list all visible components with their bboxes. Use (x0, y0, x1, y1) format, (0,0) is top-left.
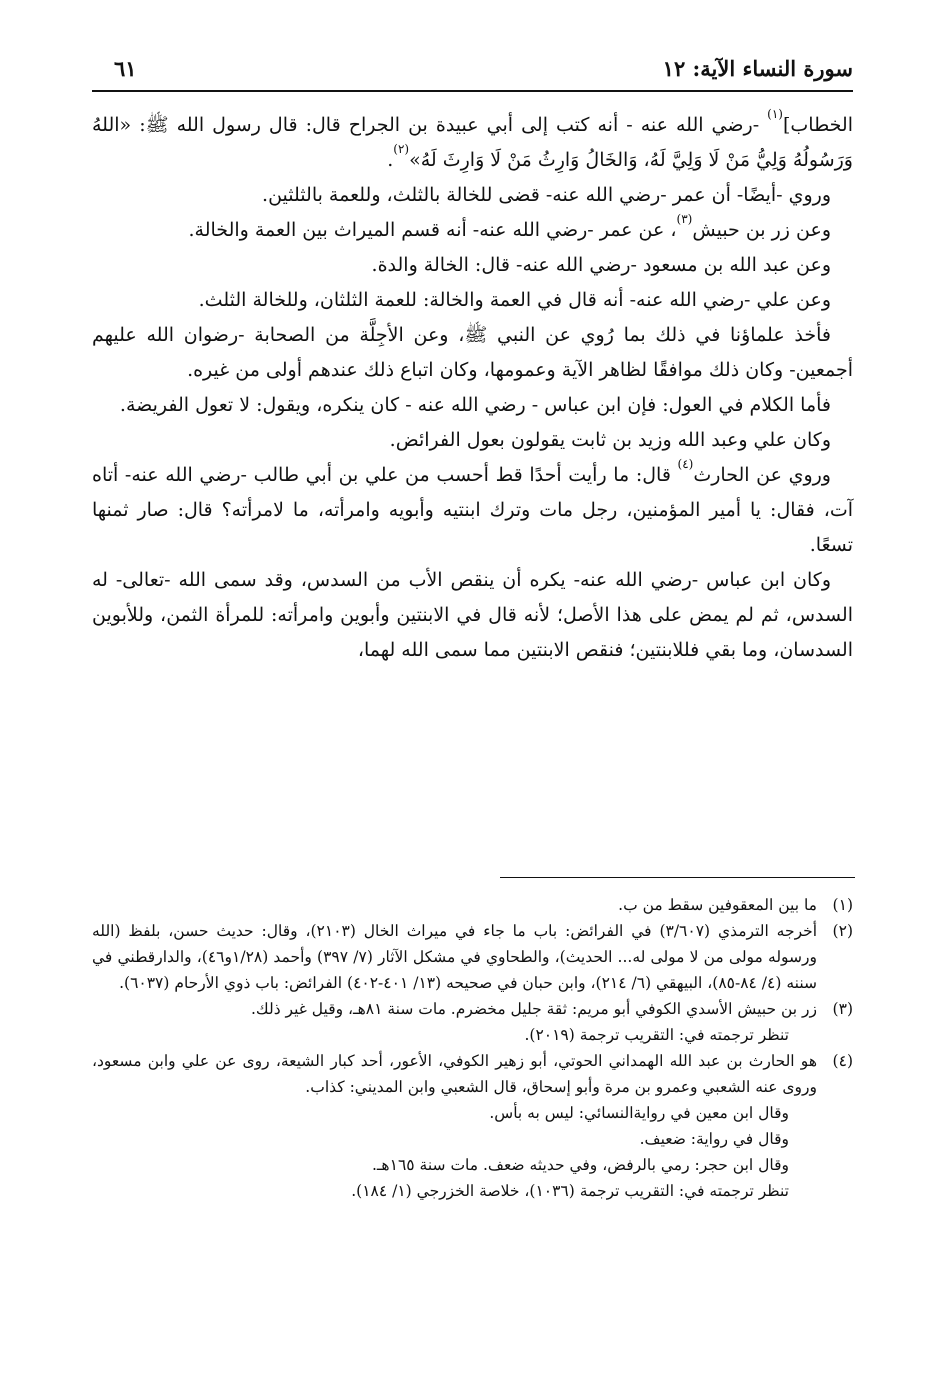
footnote-line: تنظر ترجمته في: التقريب ترجمة (١٠٣٦)، خلاصة الخزرجي (١/ ١٨٤). (351, 1182, 789, 1200)
footnote (92, 918, 853, 996)
text-segment: قال: ما رأيت أحدًا قط أحسب من علي بن أبي طالب -رضي الله عنه- أتاه آت، فقال: يا أمير المؤمنين، رجل مات وترك ابنتيه وأبويه وامرأته، ما لامرأته؟ قال: صار ثمنها تسعًا. (92, 464, 853, 556)
text-segment: الخطاب] (782, 114, 853, 136)
text-segment: وعن زر بن حبيش (692, 219, 831, 241)
footnote-line: هو الحارث بن عبد الله الهمداني الحوتي، أبو زهير الكوفي، الأعور، أحد كبار الشيعة، روى عن علي وابن مسعود، وروى عنه الشعبي وعمرو بن مرة وأبو إسحاق، قال الشعبي وابن المديني: كذاب. (92, 1052, 817, 1096)
footnote (92, 1048, 853, 1204)
footnote (92, 892, 853, 918)
paragraph-2: وروي -أيضًا- أن عمر -رضي الله عنه- قضى للخالة بالثلث، وللعمة بالثلثين. (262, 184, 831, 206)
footnote-body (92, 892, 817, 918)
paragraph-10: وكان ابن عباس -رضي الله عنه- يكره أن ينقص الأب من السدس، وقد سمى الله -تعالى- له السدس، ثم لم يمض على هذا الأصل؛ لأنه قال في الابنتين وأبوين وامرأته: للمرأة الثمن، وللأبوين السدسان، وما بقي فللابنتين؛ فنقص الابنتين مما سمى الله لهما، (92, 569, 853, 661)
paragraph-7: فأما الكلام في العول: فإن ابن عباس - رضي الله عنه - كان ينكره، ويقول: لا تعول الفريضة. (119, 394, 831, 416)
footnote-number: (٢) (832, 922, 853, 940)
footnote-line: زر بن حبيش الأسدي الكوفي أبو مريم: ثقة جليل مخضرم. مات سنة ٨١هـ، وقيل غير ذلك. (251, 1000, 817, 1018)
text-segment: ، عن عمر -رضي الله عنه- أنه قسم الميراث بين العمة والخالة. (188, 219, 677, 241)
paragraph-4: وعن عبد الله بن مسعود -رضي الله عنه- قال: الخالة والدة. (371, 254, 831, 276)
footnote-number: (١) (832, 896, 853, 914)
page-header (92, 48, 853, 92)
footnote-body (92, 996, 817, 1048)
footnote (92, 996, 853, 1048)
footnote-line: وقال ابن حجر: رمي بالرفض، وفي حديثه ضعف. مات سنة ١٦٥هـ. (371, 1156, 789, 1174)
footnote-ref: (٢) (393, 142, 410, 156)
footnote-number: (٣) (832, 1000, 853, 1018)
text-segment: وروي عن الحارث (693, 464, 831, 486)
footnote-line: ما بين المعقوفين سقط من ب. (618, 896, 817, 914)
footnote-line: وقال في رواية: ضعيف. (639, 1130, 789, 1148)
footnote-ref: (٣) (676, 212, 693, 226)
footnote-line: تنظر ترجمته في: التقريب ترجمة (٢٠١٩). (524, 1026, 789, 1044)
footnote-ref: (٤) (677, 457, 694, 471)
paragraph-3 (92, 213, 853, 248)
footnote-line: وقال ابن معين في روايةالنسائي: ليس به بأس. (489, 1104, 789, 1122)
paragraph-5: وعن علي -رضي الله عنه- أنه قال في العمة والخالة: للعمة الثلثان، وللخالة الثلث. (198, 289, 831, 311)
paragraph-6: فأخذ علماؤنا في ذلك بما رُوي عن النبي ﷺ، وعن الأجِلَّة من الصحابة -رضوان الله عليهم أجمعين- وكان ذلك موافقًا لظاهر الآية وعمومها، وكان اتباع ذلك عندهم أولى من غيره. (92, 324, 853, 381)
main-text (92, 108, 853, 668)
paragraph-9 (92, 458, 853, 563)
footnote-body (92, 1048, 817, 1204)
footnote-number: (٤) (832, 1052, 853, 1070)
page-number: ٦١ (114, 56, 137, 81)
footnote-ref: (١) (767, 107, 783, 121)
running-title: سورة النساء الآية: ١٢ (662, 56, 853, 81)
text-segment: . (387, 149, 394, 171)
paragraph-1 (92, 108, 853, 178)
footnotes (92, 892, 853, 1204)
paragraph-8: وكان علي وعبد الله وزيد بن ثابت يقولون بعول الفرائض. (389, 429, 831, 451)
footnote-body (92, 918, 817, 996)
text-segment: -رضي الله عنه - أنه كتب إلى أبي عبيدة بن الجراح قال: قال رسول الله ﷺ: «اللهُ وَرَسُولُهُ وَلِيُّ مَنْ لَا وَلِيَّ لَهُ، وَالخَالُ وَارِثُ مَنْ لَا وَارِثَ لَهُ» (92, 114, 853, 171)
footnote-line: أخرجه الترمذي (٣/٦٠٧) في الفرائض: باب ما جاء في ميراث الخال (٢١٠٣)، وقال: حديث حسن، بلفظ (الله ورسوله مولى من لا مولى له... الحديث)، والطحاوي في مشكل الآثار (٧/ ٣٩٧) وأحمد (١/٢٨و٤٦)، والدارقطني في سننه (٤/ ٨٤-٨٥)، البيهقي (٦/ ٢١٤)، وابن حبان في صحيحه (١٣/ ٤٠١-٤٠٢) الفرائض: باب ذوي الأرحام (٦٠٣٧). (92, 922, 818, 992)
footnote-separator (500, 877, 855, 878)
